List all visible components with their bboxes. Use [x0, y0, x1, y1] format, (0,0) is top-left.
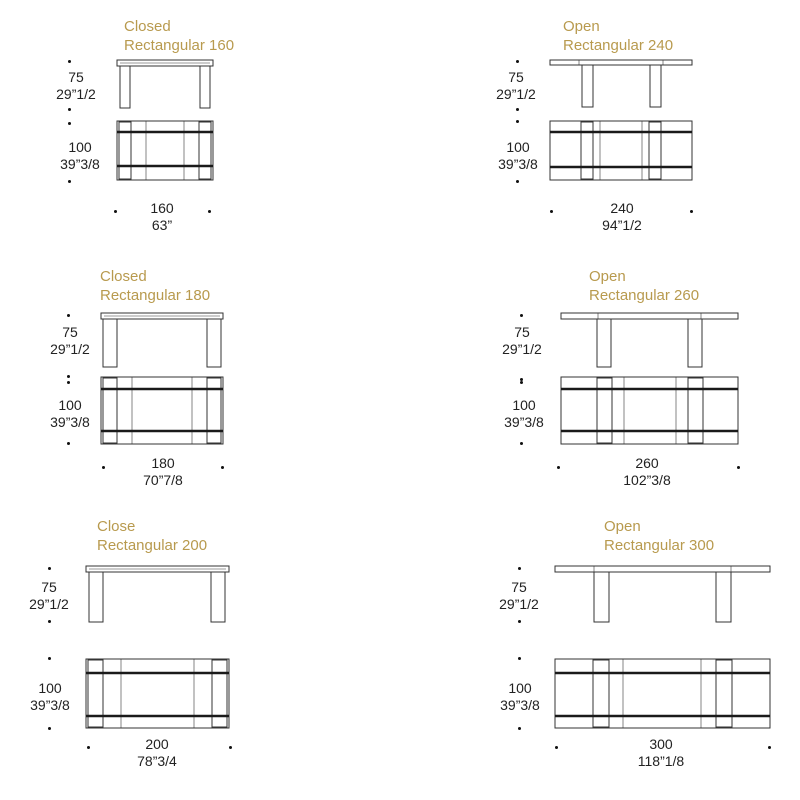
- height-in: 29”1/2: [502, 341, 542, 357]
- depth-cm: 100: [506, 139, 530, 155]
- length-cm: 240: [610, 200, 634, 216]
- depth-cm: 100: [58, 397, 82, 413]
- height-in: 29”1/2: [56, 86, 96, 102]
- length-cm: 160: [150, 200, 174, 216]
- depth-cm: 100: [68, 139, 92, 155]
- length-in: 118”1/8: [637, 753, 685, 769]
- depth-cm: 100: [508, 680, 532, 696]
- height-cm: 75: [514, 324, 530, 340]
- length-in: 63”: [151, 217, 173, 233]
- depth-in: 39”3/8: [60, 156, 100, 172]
- height-in: 29”1/2: [496, 86, 536, 102]
- depth-in: 39”3/8: [504, 414, 544, 430]
- length-cm: 260: [635, 455, 659, 471]
- depth-cm: 100: [38, 680, 62, 696]
- depth-in: 39”3/8: [30, 697, 70, 713]
- length-in: 78”3/4: [137, 753, 177, 769]
- table-state: Closed: [124, 18, 171, 35]
- height-cm: 75: [68, 69, 84, 85]
- height-in: 29”1/2: [29, 596, 69, 612]
- length-in: 102”3/8: [623, 472, 671, 488]
- table-state: Open: [604, 518, 641, 535]
- table-name: Rectangular 160: [124, 37, 235, 54]
- table-name: Rectangular 260: [589, 287, 700, 304]
- table-state: Closed: [100, 268, 147, 285]
- table-state: Close: [97, 518, 136, 535]
- table-name: Rectangular 240: [563, 37, 674, 54]
- table-name: Rectangular 200: [97, 537, 208, 554]
- depth-in: 39”3/8: [498, 156, 538, 172]
- depth-cm: 100: [512, 397, 536, 413]
- length-in: 70”7/8: [143, 472, 183, 488]
- table-name: Rectangular 300: [604, 537, 715, 554]
- table-name: Rectangular 180: [100, 287, 211, 304]
- table-state: Open: [589, 268, 626, 285]
- length-in: 94”1/2: [602, 217, 642, 233]
- height-cm: 75: [508, 69, 524, 85]
- length-cm: 300: [649, 736, 673, 752]
- depth-in: 39”3/8: [50, 414, 90, 430]
- height-in: 29”1/2: [50, 341, 90, 357]
- depth-in: 39”3/8: [500, 697, 540, 713]
- length-cm: 180: [151, 455, 175, 471]
- table-state: Open: [563, 18, 600, 35]
- tabletop-outline: [555, 659, 770, 728]
- length-cm: 200: [145, 736, 169, 752]
- height-in: 29”1/2: [499, 596, 539, 612]
- height-cm: 75: [511, 579, 527, 595]
- height-cm: 75: [41, 579, 57, 595]
- height-cm: 75: [62, 324, 78, 340]
